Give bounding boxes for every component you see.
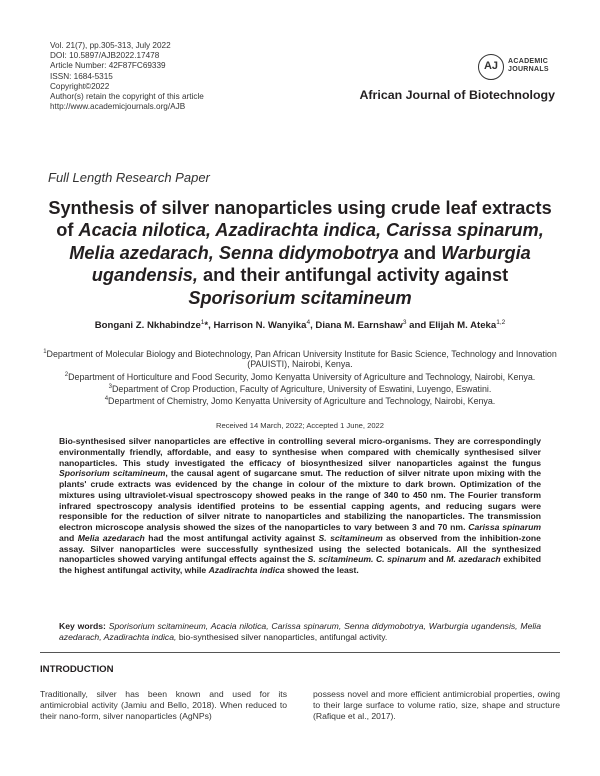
affiliation-number: 3	[108, 383, 112, 390]
author-affil: 3	[402, 319, 407, 326]
meta-line: Copyright©2022	[50, 81, 110, 91]
affiliation-number: 1	[43, 349, 47, 355]
abstract-text: and	[59, 532, 78, 543]
publisher-line-1: ACADEMIC	[508, 58, 549, 65]
abstract-text: had the most antifungal activity against	[144, 532, 319, 543]
abstract-species: Sporisorium scitamineum	[59, 468, 166, 479]
title-part: Synthesis of silver nanoparticles using crude leaf extracts of	[48, 198, 552, 241]
abstract-text: as observed from the inhibition-zone assay. Silver nanoparticles were successfully synthesized using the selected botanicals. All the synthesized nanoparticles showed varying antifungal effects against the	[59, 532, 541, 565]
abstract-species: S. scitamineum	[318, 532, 383, 543]
keywords-species: Sporisorium scitamineum, Acacia nilotica, Carissa spinarum, Senna didymobotrya, Warburgia ugandensis, Melia azedarach, Azadirachta indica,	[59, 621, 541, 642]
journal-name: African Journal of Biotechnology	[359, 88, 555, 102]
intro-column-left: Traditionally, silver has been known and used for its antimicrobial activity (Jamiu and Bello, 2018). When reduced to their nano-form, silver nanoparticles (AgNPs)	[40, 689, 287, 721]
abstract	[59, 436, 541, 576]
section-divider	[40, 652, 560, 653]
meta-line: DOI: 10.5897/AJB2022.17478	[50, 51, 160, 61]
title-species: Acacia nilotica, Azadirachta indica, Carissa spinarum, Melia azedarach, Senna didymobotrya	[69, 220, 544, 263]
affiliation-text: Department of Horticulture and Food Security, Jomo Kenyatta University of Agriculture and Technology, Nairobi, Kenya.	[68, 371, 536, 382]
affiliation	[40, 394, 560, 406]
abstract-text: showed the least.	[284, 565, 359, 575]
abstract-species: Melia azedarach	[77, 532, 145, 543]
author-name: Bongani Z. Nkhabindze	[94, 320, 201, 332]
keywords-label: Key words:	[59, 621, 106, 631]
affiliation	[40, 347, 560, 370]
affiliation	[40, 382, 560, 394]
author-list	[40, 319, 560, 331]
author-affil: 4	[306, 319, 311, 326]
meta-line: Article Number: 42F87FC69339	[50, 61, 166, 71]
affiliation-text: Department of Chemistry, Jomo Kenyatta University of Agriculture and Technology, Nairobi, Kenya.	[108, 396, 496, 407]
keywords-text: bio-synthesised silver nanoparticles, antifungal activity.	[176, 631, 388, 642]
publisher-logo-text	[508, 58, 549, 74]
paper-title	[40, 197, 560, 309]
introduction-heading: INTRODUCTION	[40, 664, 114, 675]
author-name: , Diana M. Earnshaw	[310, 320, 403, 332]
abstract-species: Carissa spinarum	[468, 522, 541, 532]
title-species: Sporisorium scitamineum	[188, 287, 412, 308]
article-metadata	[50, 41, 204, 112]
affiliations	[40, 347, 560, 406]
meta-line-url: http://www.academicjournals.org/AJB	[50, 102, 186, 112]
affiliation-number: 2	[64, 371, 69, 378]
affiliation-text: Department of Molecular Biology and Biotechnology, Pan African University Institute for Basic Science, Technology and Innovation (PAUISTI), Nairobi, Kenya.	[46, 348, 557, 370]
title-species: Warburgia ugandensis,	[91, 242, 531, 286]
abstract-text: and	[425, 554, 447, 565]
author-affil: 1	[200, 319, 205, 326]
publisher-line-2: JOURNALS	[508, 66, 549, 73]
abstract-text: , the causal agent of sugarcane smut. The reduction of silver nitrate upon mixing with the plants' crude extracts was evidenced by the change in colour of the mixture to dark brown. Optimization of the mixtures using ultraviolet-visual spectroscopy showed peaks in the range of 340 to 450 nm. The Fourier transform infrared spectroscopy analysis identified proteins to be essential capping agents, and reducing sugars were responsible for the reduction of silver nitrate to nanoparticles and stabilizing the nanoparticles. The transmission electron microscope analysis showed the sizes of the nanoparticles to vary between 3 and 70 nm.	[59, 468, 541, 532]
paper-type: Full Length Research Paper	[48, 170, 210, 185]
affiliation	[40, 370, 560, 382]
affiliation-text: Department of Crop Production, Faculty of Agriculture, University of Eswatini, Luyengo, Eswatini.	[112, 383, 492, 394]
author-affil: 1,2	[496, 319, 506, 326]
abstract-species: M. azedarach	[446, 554, 501, 565]
received-accepted-dates: Received 14 March, 2022; Accepted 1 June, 2022	[215, 421, 385, 430]
author-name: and Elijah M. Ateka	[406, 320, 497, 332]
corresponding-mark: *	[204, 320, 209, 332]
journal-logo-icon: AJ	[478, 54, 504, 80]
meta-line: Author(s) retain the copyright of this article	[50, 92, 204, 102]
affiliation-number: 4	[104, 396, 109, 403]
title-part: and their antifungal activity against	[197, 265, 509, 286]
author-name: , Harrison N. Wanyika	[208, 320, 307, 332]
abstract-text: Bio-synthesised silver nanoparticles are effective in controlling several micro-organisms. They are correspondingly environmentally friendly, affordable, and easy to synthesise when compared with chemically synthesised silver nanoparticles. This study investigated the efficacy of biosynthesized silver nanoparticles against the fungus	[59, 436, 541, 468]
intro-column-right: possess novel and more efficient antimicrobial properties, owing to their large surface to volume ratio, size, shape and structure (Rafique et al., 2017).	[313, 689, 560, 721]
abstract-species: Azadirachta indica	[208, 565, 285, 575]
keywords	[59, 621, 541, 643]
abstract-text: exhibited the highest antifungal activity, while	[59, 554, 541, 575]
abstract-species: S. scitamineum. C. spinarum	[307, 554, 426, 565]
meta-line: Vol. 21(7), pp.305-313, July 2022	[50, 41, 171, 50]
title-part: and	[398, 242, 442, 263]
meta-line: ISSN: 1684-5315	[50, 71, 113, 81]
